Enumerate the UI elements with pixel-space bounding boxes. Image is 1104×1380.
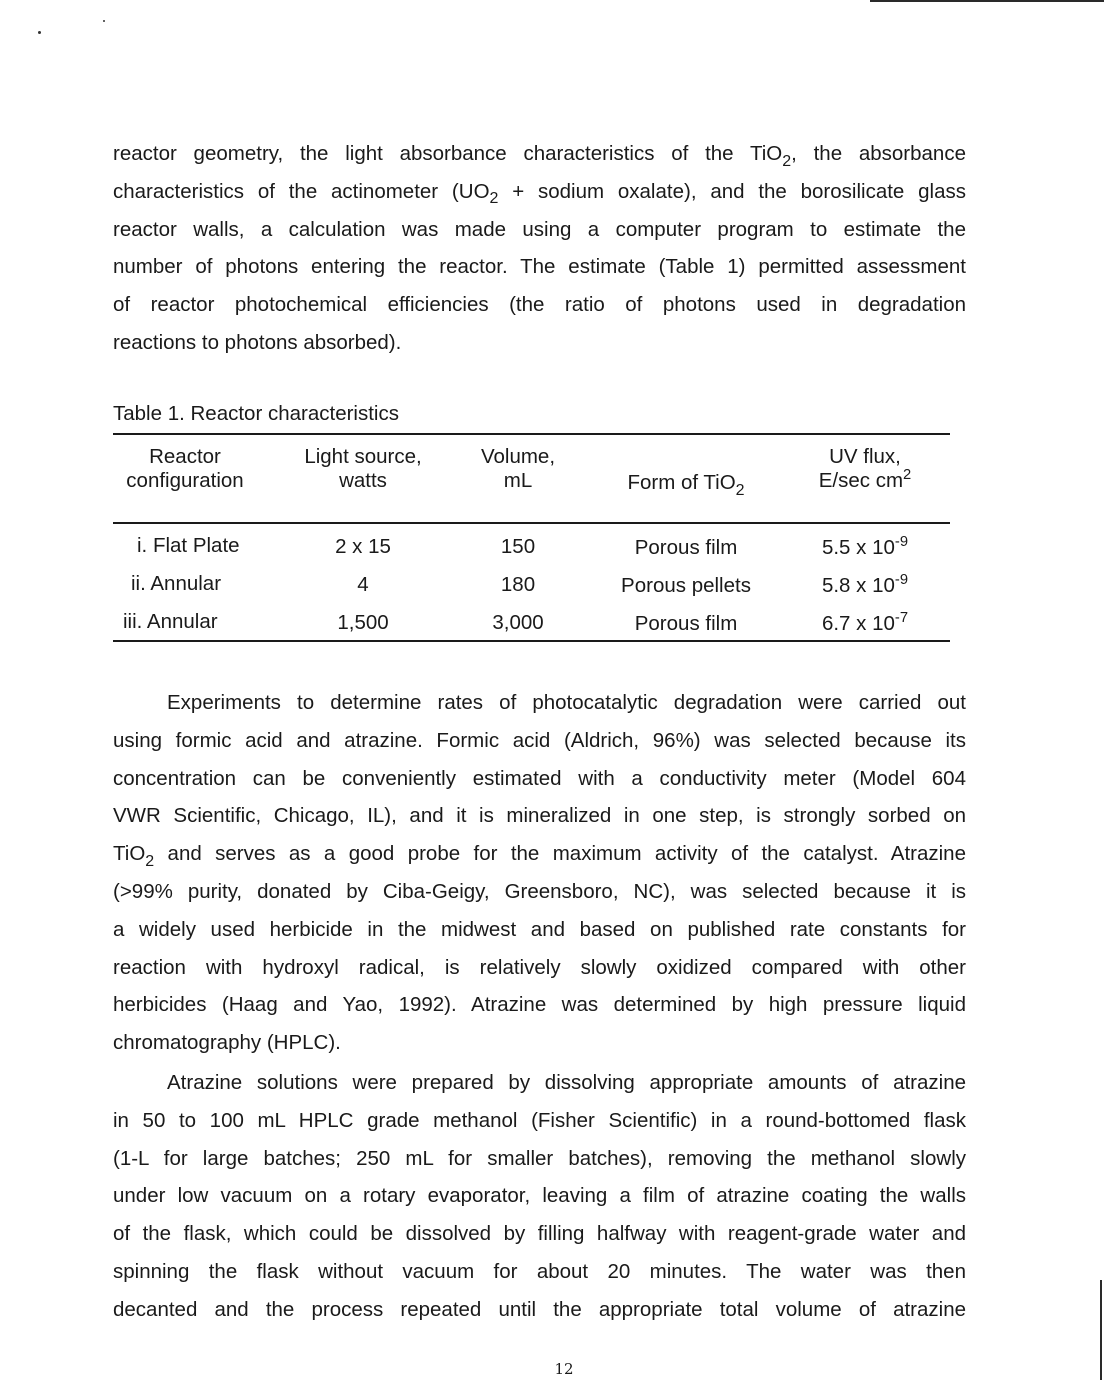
text-line: TiO$_2$ and serves as a good probe for the maximum activity of the catalyst. Atrazine	[113, 842, 966, 870]
table-caption: Table 1. Reactor characteristics	[113, 402, 399, 425]
header-reactor: Reactor configuration	[126, 445, 244, 492]
text-line: reaction with hydroxyl radical, is relatively slowly oxidized compared with other	[113, 955, 966, 979]
text-line: VWR Scientific, Chicago, IL), and it is mineralized in one step, is strongly sorbed on	[113, 804, 966, 828]
header-uv-flux: UV flux, E/sec $cm^2$	[818, 445, 912, 492]
table-cell: Porous film	[634, 612, 738, 635]
scan-speck	[103, 20, 105, 22]
table-cell: 180	[500, 573, 536, 596]
table-cell: Porous pellets	[621, 574, 751, 597]
text-line: chromatography (HPLC).	[113, 1031, 341, 1055]
table-cell: 5.8 x $10^{-9}$	[821, 571, 909, 597]
table-cell: Porous film	[634, 536, 738, 559]
text-line: in 50 to 100 mL HPLC grade methanol (Fisher Scientific) in a round-bottomed flask	[113, 1108, 966, 1132]
paragraph-1	[113, 135, 966, 362]
table-cell: iii. Annular	[123, 610, 218, 633]
header-form: Form of TiO$_2$	[627, 471, 745, 499]
text-line: of reactor photochemical efficiencies (the ratio of photons used in degradation	[113, 293, 966, 317]
header-volume: Volume, mL	[480, 445, 556, 492]
text-line: under low vacuum on a rotary evaporator, leaving a film of atrazine coating the walls	[113, 1184, 966, 1208]
reactor-table	[113, 433, 950, 643]
text-line: Experiments to determine rates of photocatalytic degradation were carried out	[167, 691, 966, 714]
text-line: herbicides (Haag and Yao, 1992). Atrazine was determined by high pressure liquid	[113, 993, 966, 1017]
text-line: of the flask, which could be dissolved by filling halfway with reagent-grade water and	[113, 1222, 966, 1246]
table-top-rule	[113, 433, 950, 435]
table-cell: 150	[500, 535, 536, 558]
text-line: reactor geometry, the light absorbance characteristics of the TiO$_2$, the absorbance	[113, 142, 966, 170]
scan-edge-top	[870, 0, 1104, 2]
text-line: (1-L for large batches; 250 mL for smaller batches), removing the methanol slowly	[113, 1146, 966, 1170]
text-line: number of photons entering the reactor. The estimate (Table 1) permitted assessment	[113, 255, 966, 279]
text-line: (>99% purity, donated by Ciba-Geigy, Greensboro, NC), was selected because it is	[113, 879, 966, 903]
table-cell: 5.5 x $10^{-9}$	[821, 533, 909, 559]
table-cell: ii. Annular	[131, 572, 222, 595]
text-line: characteristics of the actinometer ($UO_2$ + sodium oxalate), and the borosilicate glass	[113, 179, 966, 208]
text-line: using formic acid and atrazine. Formic acid (Aldrich, 96%) was selected because its	[113, 728, 966, 752]
table-header-rule	[113, 522, 950, 524]
text-line: a widely used herbicide in the midwest and based on published rate constants for	[113, 917, 966, 941]
text-line: spinning the flask without vacuum for about 20 minutes. The water was then	[113, 1259, 966, 1283]
text-line: concentration can be conveniently estimated with a conductivity meter (Model 604	[113, 766, 966, 790]
table-cell: 2 x 15	[335, 535, 391, 558]
text-line: reactor walls, a calculation was made using a computer program to estimate the	[113, 217, 966, 241]
table-cell: 3,000	[492, 611, 544, 634]
paragraph-3	[113, 1064, 966, 1329]
table-cell: 6.7 x $10^{-7}$	[821, 609, 909, 635]
table-cell: 1,500	[337, 611, 389, 634]
table-cell: i. Flat Plate	[137, 534, 240, 557]
page-number: 12	[554, 1360, 574, 1378]
table-cell: 4	[357, 573, 369, 596]
text-line: Atrazine solutions were prepared by dissolving appropriate amounts of atrazine	[167, 1071, 966, 1094]
paragraph-2	[113, 684, 966, 1062]
text-line: decanted and the process repeated until the appropriate total volume of atrazine	[113, 1297, 966, 1321]
scan-edge-right	[1100, 1280, 1102, 1380]
text-line: reactions to photons absorbed).	[113, 330, 402, 354]
table-bottom-rule	[113, 640, 950, 642]
header-light-source: Light source, watts	[304, 445, 422, 492]
scan-speck	[38, 31, 41, 34]
